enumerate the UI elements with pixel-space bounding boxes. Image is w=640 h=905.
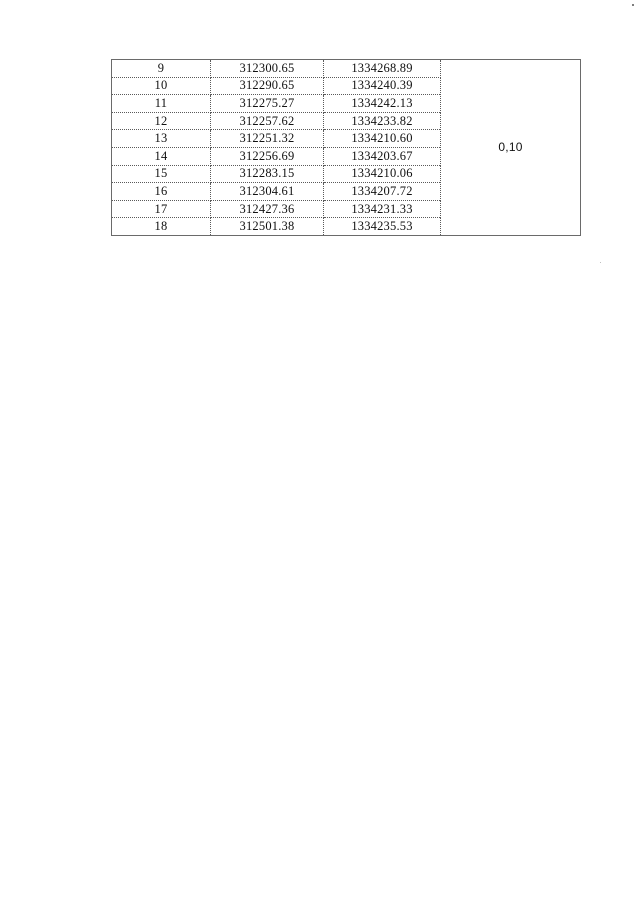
x-coordinate: 312251.32 bbox=[211, 130, 324, 148]
y-coordinate: 1334210.06 bbox=[324, 165, 441, 183]
x-coordinate: 312427.36 bbox=[211, 200, 324, 218]
point-number: 17 bbox=[112, 200, 211, 218]
x-coordinate: 312501.38 bbox=[211, 218, 324, 236]
y-coordinate: 1334268.89 bbox=[324, 60, 441, 78]
x-coordinate: 312283.15 bbox=[211, 165, 324, 183]
y-coordinate: 1334233.82 bbox=[324, 112, 441, 130]
accuracy-value: 0,10 bbox=[441, 60, 581, 236]
point-number: 15 bbox=[112, 165, 211, 183]
y-coordinate: 1334203.67 bbox=[324, 147, 441, 165]
y-coordinate: 1334240.39 bbox=[324, 77, 441, 95]
scan-speck bbox=[632, 4, 634, 6]
point-number: 16 bbox=[112, 183, 211, 201]
point-number: 14 bbox=[112, 147, 211, 165]
x-coordinate: 312290.65 bbox=[211, 77, 324, 95]
table-row bbox=[112, 60, 581, 78]
x-coordinate: 312300.65 bbox=[211, 60, 324, 78]
x-coordinate: 312256.69 bbox=[211, 147, 324, 165]
point-number: 9 bbox=[112, 60, 211, 78]
point-number: 13 bbox=[112, 130, 211, 148]
point-number: 11 bbox=[112, 95, 211, 113]
y-coordinate: 1334207.72 bbox=[324, 183, 441, 201]
point-number: 18 bbox=[112, 218, 211, 236]
x-coordinate: 312257.62 bbox=[211, 112, 324, 130]
y-coordinate: 1334235.53 bbox=[324, 218, 441, 236]
coordinates-table bbox=[111, 59, 581, 236]
x-coordinate: 312275.27 bbox=[211, 95, 324, 113]
scan-speck bbox=[600, 262, 601, 263]
x-coordinate: 312304.61 bbox=[211, 183, 324, 201]
y-coordinate: 1334231.33 bbox=[324, 200, 441, 218]
y-coordinate: 1334210.60 bbox=[324, 130, 441, 148]
y-coordinate: 1334242.13 bbox=[324, 95, 441, 113]
point-number: 12 bbox=[112, 112, 211, 130]
point-number: 10 bbox=[112, 77, 211, 95]
